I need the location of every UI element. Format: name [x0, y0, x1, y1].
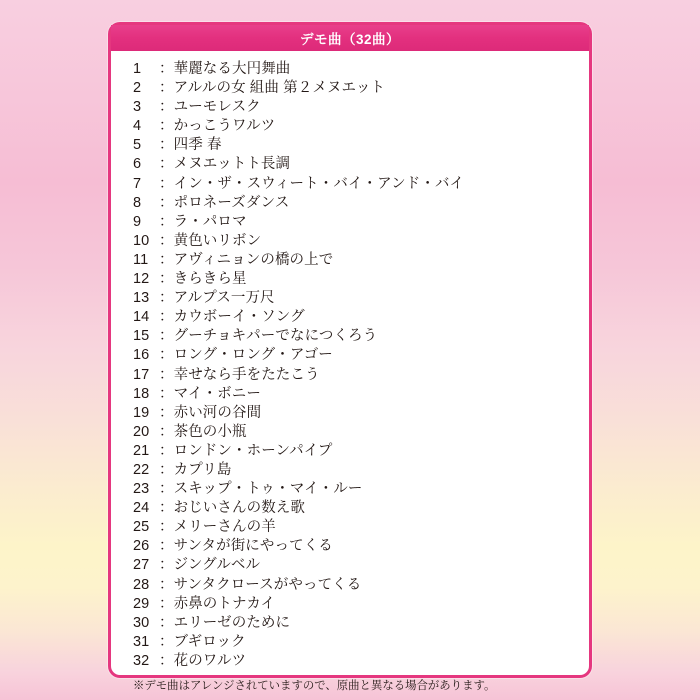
- song-separator: ：: [159, 614, 174, 631]
- song-separator: ：: [159, 137, 174, 154]
- song-separator: ：: [159, 538, 174, 555]
- song-title: サンタが街にやってくる: [173, 538, 333, 555]
- song-title: ポロネーズダンス: [173, 194, 290, 211]
- song-number: 5: [133, 137, 142, 154]
- list-item: [133, 270, 589, 289]
- list-item: [133, 595, 589, 614]
- song-title: グーチョキパーでなにつくろう: [173, 328, 378, 345]
- list-item: [133, 404, 589, 423]
- song-separator: ：: [159, 595, 174, 612]
- song-separator: ：: [159, 290, 174, 307]
- song-number: 17: [133, 366, 150, 383]
- song-separator: ：: [159, 633, 174, 650]
- song-separator: ：: [159, 519, 174, 536]
- list-item: [133, 251, 589, 270]
- list-item: [133, 423, 589, 442]
- song-title: 四季 春: [173, 137, 222, 154]
- song-separator: ：: [159, 61, 174, 77]
- song-title: カプリ島: [173, 461, 232, 478]
- song-number: 15: [133, 328, 150, 345]
- song-title: ラ・パロマ: [173, 213, 247, 230]
- song-number: 16: [133, 347, 150, 364]
- song-title: 華麗なる大円舞曲: [173, 61, 291, 77]
- song-number: 24: [133, 500, 150, 517]
- song-number: 32: [133, 652, 150, 669]
- list-item: [133, 155, 589, 174]
- song-number: 4: [133, 118, 142, 135]
- song-separator: ：: [159, 481, 174, 498]
- list-item: [133, 308, 589, 327]
- song-list: [111, 60, 589, 671]
- song-separator: ：: [159, 652, 174, 669]
- song-separator: ：: [159, 366, 174, 383]
- song-number: 12: [133, 271, 150, 288]
- list-item: [133, 289, 589, 308]
- song-separator: ：: [159, 500, 174, 517]
- song-number: 7: [133, 175, 142, 192]
- song-title: 花のワルツ: [173, 652, 247, 669]
- list-item: [133, 175, 589, 194]
- song-separator: ：: [159, 213, 174, 230]
- song-separator: ：: [159, 442, 174, 459]
- song-number: 1: [133, 61, 142, 77]
- song-separator: ：: [159, 80, 174, 97]
- footnote: ※デモ曲はアレンジされていますので、原曲と異なる場合があります。: [133, 680, 496, 692]
- list-item: [133, 327, 589, 346]
- list-item: [133, 385, 589, 404]
- list-item: [133, 652, 589, 671]
- song-title: アヴィニョンの橋の上で: [173, 251, 334, 268]
- song-title: ロンドン・ホーンパイプ: [173, 442, 333, 459]
- card-body: [111, 51, 589, 694]
- song-separator: ：: [159, 99, 174, 116]
- song-separator: ：: [159, 461, 174, 478]
- song-title: ロング・ロング・アゴー: [173, 347, 333, 364]
- list-item: [133, 461, 589, 480]
- song-title: ユーモレスク: [173, 99, 261, 116]
- demo-song-card: [108, 22, 592, 692]
- song-title: メヌエットト長調: [173, 156, 291, 173]
- song-number: 11: [133, 251, 149, 268]
- list-item: [133, 60, 589, 79]
- song-number: 2: [133, 80, 142, 97]
- list-item: [133, 346, 589, 365]
- song-number: 31: [133, 633, 150, 650]
- song-separator: ：: [159, 557, 174, 574]
- song-number: 13: [133, 290, 150, 307]
- song-number: 6: [133, 156, 142, 173]
- song-separator: ：: [159, 347, 174, 364]
- list-item: [133, 98, 589, 117]
- song-number: 8: [133, 194, 142, 211]
- song-number: 9: [133, 213, 142, 230]
- list-item: [133, 213, 589, 232]
- song-number: 20: [133, 423, 150, 440]
- song-separator: ：: [159, 175, 174, 192]
- song-title: 赤鼻のトナカイ: [173, 595, 276, 612]
- song-title: 幸せなら手をたたこう: [173, 366, 320, 383]
- song-separator: ：: [159, 118, 174, 135]
- list-item: [133, 442, 589, 461]
- list-item: [133, 614, 589, 633]
- song-number: 22: [133, 461, 150, 478]
- list-item: [133, 576, 589, 595]
- song-separator: ：: [159, 309, 174, 326]
- list-item: [133, 633, 589, 652]
- song-title: 赤い河の谷間: [173, 404, 262, 421]
- list-item: [133, 232, 589, 251]
- song-separator: ：: [159, 194, 174, 211]
- song-number: 3: [133, 99, 142, 116]
- song-number: 21: [133, 442, 150, 459]
- song-number: 18: [133, 385, 150, 402]
- song-title: イン・ザ・スウィート・バイ・アンド・バイ: [173, 175, 465, 192]
- list-item: [133, 556, 589, 575]
- song-number: 29: [133, 595, 150, 612]
- list-item: [133, 79, 589, 98]
- song-title: ブギロック: [173, 633, 246, 650]
- song-title: 茶色の小瓶: [173, 423, 247, 440]
- song-title: アルプス一万尺: [173, 290, 275, 307]
- list-item: [133, 136, 589, 155]
- song-number: 27: [133, 557, 150, 574]
- list-item: [133, 518, 589, 537]
- song-title: ジングルベル: [173, 557, 261, 574]
- song-number: 30: [133, 614, 150, 631]
- song-number: 14: [133, 309, 150, 326]
- song-title: かっこうワルツ: [173, 118, 276, 135]
- song-separator: ：: [159, 271, 174, 288]
- song-title: マイ・ボニー: [173, 385, 261, 402]
- card-header: [111, 25, 589, 51]
- list-item: [133, 537, 589, 556]
- song-title: おじいさんの数え歌: [173, 500, 306, 517]
- card-header-title: デモ曲（32曲）: [299, 32, 401, 47]
- song-number: 26: [133, 538, 150, 555]
- song-number: 10: [133, 232, 150, 249]
- song-separator: ：: [159, 423, 174, 440]
- song-title: メリーさんの羊: [173, 519, 276, 536]
- song-separator: ：: [159, 404, 174, 421]
- list-item: [133, 480, 589, 499]
- song-title: カウボーイ・ソング: [173, 309, 305, 326]
- song-separator: ：: [159, 232, 174, 249]
- song-separator: ：: [159, 156, 174, 173]
- song-title: アルルの女 組曲 第２メヌエット: [173, 80, 386, 97]
- song-number: 19: [133, 404, 150, 421]
- song-title: エリーゼのために: [173, 614, 291, 631]
- song-separator: ：: [159, 385, 174, 402]
- song-number: 28: [133, 576, 150, 593]
- list-item: [133, 499, 589, 518]
- list-item: [133, 117, 589, 136]
- song-title: スキップ・トゥ・マイ・ルー: [173, 481, 363, 498]
- song-separator: ：: [159, 251, 174, 268]
- song-title: きらきら星: [173, 271, 247, 288]
- song-title: サンタクロースがやってくる: [173, 576, 362, 593]
- song-number: 25: [133, 519, 150, 536]
- list-item: [133, 194, 589, 213]
- list-item: [133, 366, 589, 385]
- song-number: 23: [133, 481, 150, 498]
- song-title: 黄色いリボン: [173, 232, 262, 249]
- song-separator: ：: [159, 328, 174, 345]
- song-separator: ：: [159, 576, 174, 593]
